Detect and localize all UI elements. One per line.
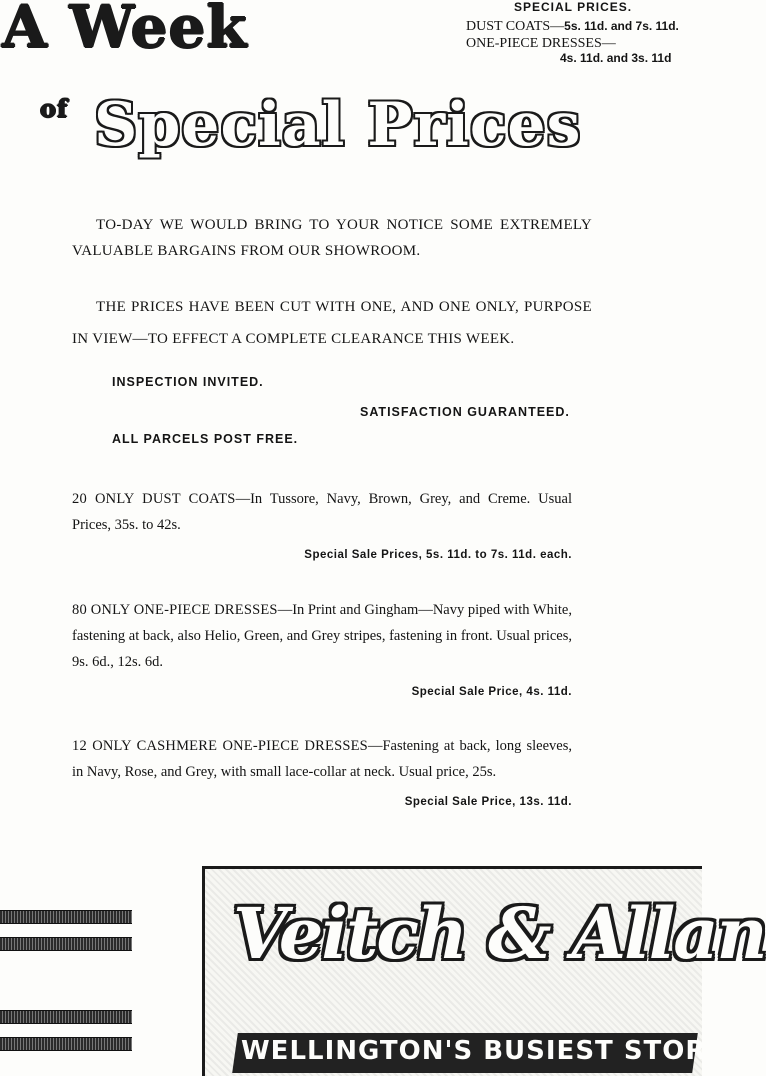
item-details: —In Print and Gingham—Navy piped with White, fastening at back, also Helio, Green, and Grey stripes, fastening in front. Usual prices, 9s. 6d., 12s. 6d. <box>72 602 572 670</box>
headline-a-week: A Week <box>2 0 248 61</box>
item-dust-coats <box>72 486 572 568</box>
item-lead: 80 ONLY ONE-PIECE DRESSES <box>72 602 278 618</box>
item-description <box>72 597 572 675</box>
intro-paragraph-1 <box>72 212 592 264</box>
corner-title: SPECIAL PRICES. <box>514 0 633 14</box>
item-lead: 20 ONLY DUST COATS <box>72 491 236 507</box>
decorative-rule <box>0 937 132 951</box>
item-cashmere-dresses <box>72 733 572 815</box>
decorative-rule <box>0 910 132 924</box>
intro-text-2: THE PRICES HAVE BEEN CUT WITH ONE, AND ONE ONLY, PURPOSE IN VIEW—TO EFFECT A COMPLETE CLEARANCE THIS WEEK. <box>72 299 592 347</box>
decorative-rule <box>0 1010 132 1024</box>
item-details: —Fastening at back, long sleeves, in Navy, Rose, and Grey, with small lace-collar at neck. Usual price, 25s. <box>72 738 572 780</box>
notice-parcels: ALL PARCELS POST FREE. <box>112 432 299 446</box>
item-sale-price: Special Sale Price, 13s. 11d. <box>404 796 572 808</box>
store-logo <box>202 866 766 1076</box>
notice-satisfaction: SATISFACTION GUARANTEED. <box>360 405 570 419</box>
item-lead: 12 ONLY CASHMERE ONE-PIECE DRESSES <box>72 738 368 754</box>
decorative-rule <box>0 1037 132 1051</box>
headline-of: of <box>40 94 69 123</box>
item-description <box>72 486 572 538</box>
logo-tagline: WELLINGTON'S BUSIEST STORE <box>241 1036 726 1066</box>
logo-script-name: Veitch & Allan <box>233 892 766 975</box>
item-sale-price: Special Sale Price, 4s. 11d. <box>411 686 572 698</box>
corner-dust-coats <box>466 19 679 35</box>
item-sale-price: Special Sale Prices, 5s. 11d. to 7s. 11d. each. <box>304 549 572 561</box>
corner-dust-price: 5s. 11d. and 7s. 11d. <box>564 19 679 33</box>
intro-paragraph-2 <box>72 291 592 355</box>
corner-dresses-price: 4s. 11d. and 3s. 11d <box>560 51 672 65</box>
item-description <box>72 733 572 785</box>
corner-dust-label: DUST COATS— <box>466 19 565 34</box>
corner-dresses-label: ONE-PIECE DRESSES— <box>466 36 616 51</box>
intro-text-1: TO-DAY WE WOULD BRING TO YOUR NOTICE SOME EXTREMELY VALUABLE BARGAINS FROM OUR SHOWROOM. <box>72 217 592 259</box>
headline-special-prices: Special Prices <box>94 90 582 160</box>
item-details: —In Tussore, Navy, Brown, Grey, and Creme. Usual Prices, 35s. to 42s. <box>72 491 572 533</box>
item-one-piece-dresses <box>72 597 572 705</box>
notice-inspection: INSPECTION INVITED. <box>112 375 264 389</box>
